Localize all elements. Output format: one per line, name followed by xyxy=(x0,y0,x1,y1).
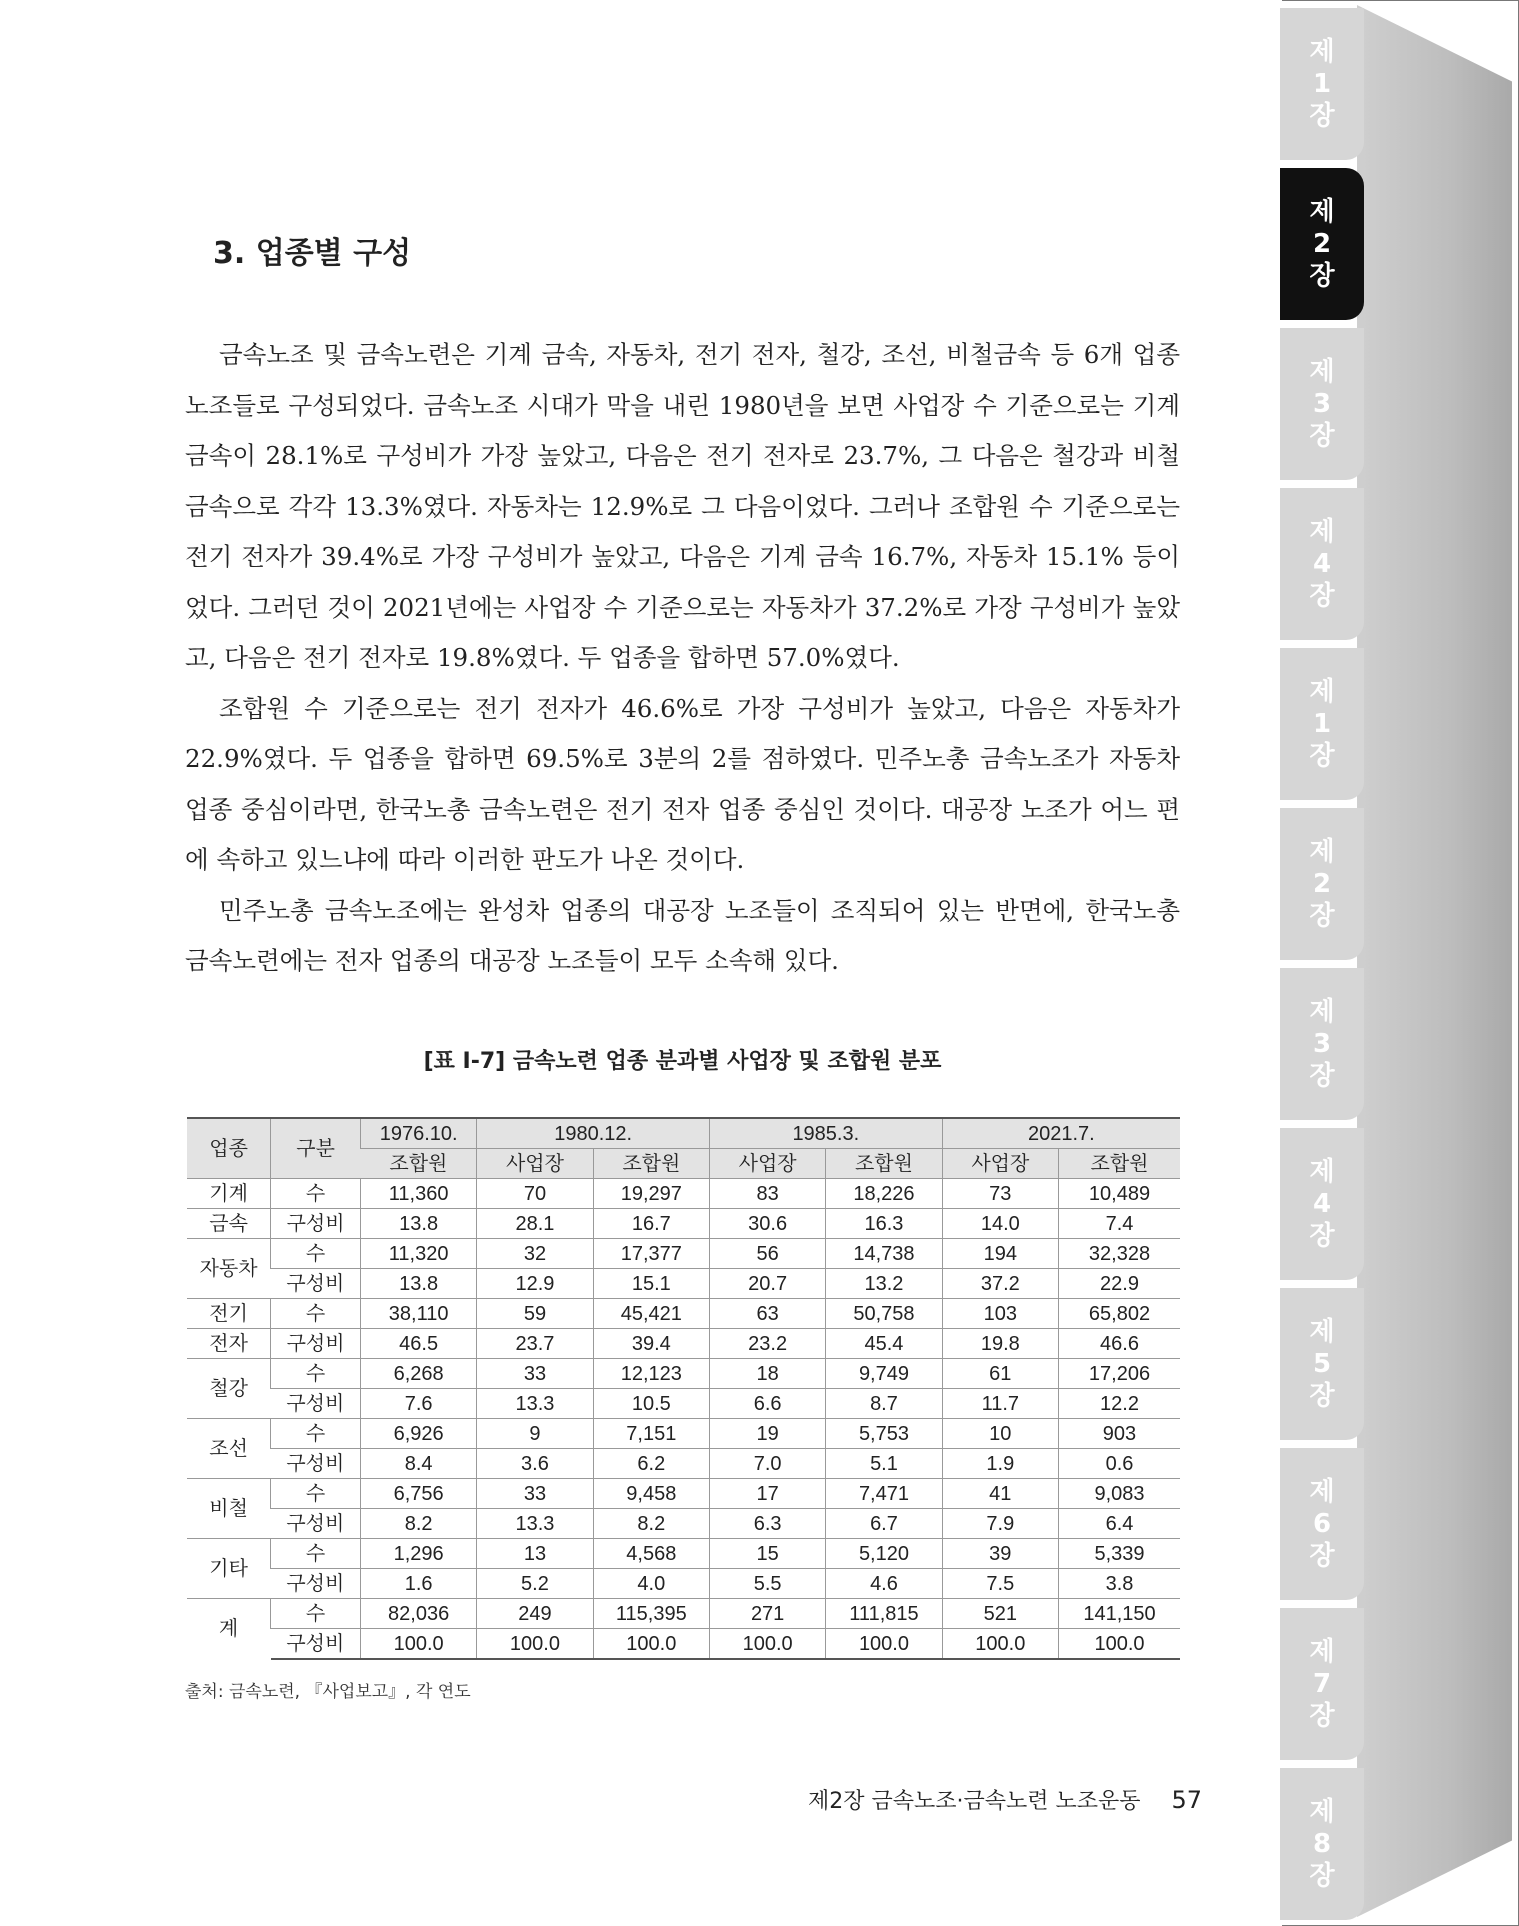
table-row xyxy=(187,1509,1180,1539)
paragraph-1: 금속노조 및 금속노련은 기계 금속, 자동차, 전기 전자, 철강, 조선, 비철금속 등 6개 업종 노조들로 구성되었다. 금속노조 시대가 막을 내린 1980년을 보면 사업장 수 기준으로는 기계 금속이 28.1%로 구성비가 가장 높았고, 다음은 전기 전자로 23.7%, 그 다음은 철강과 비철금속으로 각각 13.3%였다. 자동차는 12.9%로 그 다음이었다. 그러나 조합원 수 기준으로는 전기 전자가 39.4%로 가장 구성비가 높았고, 다음은 기계 금속 16.7%, 자동차 15.1% 등이었다. 그러던 것이 2021년에는 사업장 수 기준으로는 자동차가 37.2%로 가장 구성비가 높았고, 다음은 전기 전자로 19.8%였다. 두 업종을 합하면 57.0%였다. xyxy=(185,340,1180,672)
type-cell: 수 xyxy=(271,1359,361,1389)
industry-cell: 전기 xyxy=(187,1299,271,1329)
value-cell: 16.3 xyxy=(826,1209,942,1239)
running-title: 제2장 금속노조·금속노련 노조운동 xyxy=(808,1789,1141,1814)
chapter-tabs xyxy=(1280,0,1380,1926)
industry-cell: 기계 xyxy=(187,1179,271,1209)
value-cell: 8.7 xyxy=(826,1389,942,1419)
value-cell: 18,226 xyxy=(826,1179,942,1209)
header-members: 조합원 xyxy=(360,1149,476,1179)
value-cell: 8.2 xyxy=(593,1509,709,1539)
industry-cell: 조선 xyxy=(187,1419,271,1479)
table-row xyxy=(187,1209,1180,1239)
value-cell: 14.0 xyxy=(942,1209,1058,1239)
value-cell: 4.0 xyxy=(593,1569,709,1599)
type-cell: 수 xyxy=(271,1539,361,1569)
value-cell: 17,206 xyxy=(1058,1359,1180,1389)
value-cell: 56 xyxy=(709,1239,825,1269)
header-period: 1985.3. xyxy=(709,1118,942,1149)
paragraph-2: 조합원 수 기준으로는 전기 전자가 46.6%로 가장 구성비가 높았고, 다음은 자동차가 22.9%였다. 두 업종을 합하면 69.5%로 3분의 2를 점하였다. 민주노총 금속노조가 자동차 업종 중심이라면, 한국노총 금속노련은 전기 전자 업종 중심인 것이다. 대공장 노조가 어느 편에 속하고 있느냐에 따라 이러한 판도가 나온 것이다. xyxy=(185,693,1180,874)
value-cell: 5.2 xyxy=(477,1569,593,1599)
type-cell: 수 xyxy=(271,1419,361,1449)
value-cell: 37.2 xyxy=(942,1269,1058,1299)
header-members: 조합원 xyxy=(826,1149,942,1179)
value-cell: 7.4 xyxy=(1058,1209,1180,1239)
type-cell: 수 xyxy=(271,1299,361,1329)
value-cell: 141,150 xyxy=(1058,1599,1180,1629)
value-cell: 22.9 xyxy=(1058,1269,1180,1299)
value-cell: 12.2 xyxy=(1058,1389,1180,1419)
value-cell: 20.7 xyxy=(709,1269,825,1299)
value-cell: 11,320 xyxy=(360,1239,476,1269)
value-cell: 19.8 xyxy=(942,1329,1058,1359)
value-cell: 39 xyxy=(942,1539,1058,1569)
value-cell: 6,268 xyxy=(360,1359,476,1389)
table-row xyxy=(187,1179,1180,1209)
chapter-tab[interactable] xyxy=(1280,8,1364,160)
chapter-tab[interactable] xyxy=(1280,968,1364,1120)
value-cell: 903 xyxy=(1058,1419,1180,1449)
value-cell: 65,802 xyxy=(1058,1299,1180,1329)
industry-cell: 기타 xyxy=(187,1539,271,1599)
value-cell: 4,568 xyxy=(593,1539,709,1569)
industry-cell: 철강 xyxy=(187,1359,271,1419)
body-text xyxy=(185,330,1180,987)
value-cell: 41 xyxy=(942,1479,1058,1509)
header-workplaces: 사업장 xyxy=(477,1149,593,1179)
value-cell: 7,151 xyxy=(593,1419,709,1449)
value-cell: 0.6 xyxy=(1058,1449,1180,1479)
type-cell: 구성비 xyxy=(271,1629,361,1660)
value-cell: 9,458 xyxy=(593,1479,709,1509)
value-cell: 28.1 xyxy=(477,1209,593,1239)
chapter-tab-label: 제4장 xyxy=(1309,517,1335,611)
value-cell: 8.2 xyxy=(360,1509,476,1539)
value-cell: 23.2 xyxy=(709,1329,825,1359)
section-heading: 3. 업종별 구성 xyxy=(213,236,412,271)
industry-cell: 자동차 xyxy=(187,1239,271,1299)
value-cell: 46.6 xyxy=(1058,1329,1180,1359)
chapter-tab-label: 제6장 xyxy=(1309,1477,1335,1571)
header-workplaces: 사업장 xyxy=(709,1149,825,1179)
header-period: 1980.12. xyxy=(477,1118,710,1149)
value-cell: 13.3 xyxy=(477,1509,593,1539)
chapter-tab-label: 제2장 xyxy=(1309,197,1335,291)
paragraph-3: 민주노총 금속노조에는 완성차 업종의 대공장 노조들이 조직되어 있는 반면에, 한국노총 금속노련에는 전자 업종의 대공장 노조들이 모두 소속해 있다. xyxy=(185,895,1180,975)
table-row xyxy=(187,1539,1180,1569)
table-title: [표 Ⅰ-7] 금속노련 업종 분과별 사업장 및 조합원 분포 xyxy=(423,1049,942,1074)
value-cell: 249 xyxy=(477,1599,593,1629)
chapter-tab[interactable] xyxy=(1280,1128,1364,1280)
header-type: 구분 xyxy=(271,1118,361,1179)
table-row xyxy=(187,1419,1180,1449)
value-cell: 8.4 xyxy=(360,1449,476,1479)
industry-cell: 비철 xyxy=(187,1479,271,1539)
table-row xyxy=(187,1239,1180,1269)
value-cell: 15.1 xyxy=(593,1269,709,1299)
value-cell: 50,758 xyxy=(826,1299,942,1329)
chapter-tab-label: 제7장 xyxy=(1309,1637,1335,1731)
value-cell: 100.0 xyxy=(593,1629,709,1660)
value-cell: 9 xyxy=(477,1419,593,1449)
chapter-tab[interactable] xyxy=(1280,488,1364,640)
value-cell: 13.2 xyxy=(826,1269,942,1299)
chapter-tab[interactable] xyxy=(1280,1608,1364,1760)
value-cell: 11,360 xyxy=(360,1179,476,1209)
value-cell: 14,738 xyxy=(826,1239,942,1269)
chapter-tab-label: 제3장 xyxy=(1309,357,1335,451)
value-cell: 7.9 xyxy=(942,1509,1058,1539)
table-row xyxy=(187,1389,1180,1419)
value-cell: 13 xyxy=(477,1539,593,1569)
value-cell: 6,756 xyxy=(360,1479,476,1509)
value-cell: 4.6 xyxy=(826,1569,942,1599)
value-cell: 6.4 xyxy=(1058,1509,1180,1539)
table-row xyxy=(187,1329,1180,1359)
chapter-tab-label: 제1장 xyxy=(1309,677,1335,771)
value-cell: 39.4 xyxy=(593,1329,709,1359)
value-cell: 6.6 xyxy=(709,1389,825,1419)
value-cell: 17,377 xyxy=(593,1239,709,1269)
value-cell: 63 xyxy=(709,1299,825,1329)
header-members: 조합원 xyxy=(1058,1149,1180,1179)
type-cell: 수 xyxy=(271,1479,361,1509)
table-row xyxy=(187,1629,1180,1660)
value-cell: 18 xyxy=(709,1359,825,1389)
value-cell: 10,489 xyxy=(1058,1179,1180,1209)
value-cell: 45.4 xyxy=(826,1329,942,1359)
table-body xyxy=(187,1179,1180,1660)
header-workplaces: 사업장 xyxy=(942,1149,1058,1179)
value-cell: 100.0 xyxy=(360,1629,476,1660)
value-cell: 6.2 xyxy=(593,1449,709,1479)
industry-cell: 금속 xyxy=(187,1209,271,1239)
table-row xyxy=(187,1269,1180,1299)
value-cell: 19 xyxy=(709,1419,825,1449)
value-cell: 6.3 xyxy=(709,1509,825,1539)
chapter-tab[interactable] xyxy=(1280,648,1364,800)
value-cell: 100.0 xyxy=(826,1629,942,1660)
table-row xyxy=(187,1449,1180,1479)
chapter-tab[interactable] xyxy=(1280,1768,1364,1920)
page-footer xyxy=(808,1784,1202,1815)
value-cell: 12,123 xyxy=(593,1359,709,1389)
value-cell: 194 xyxy=(942,1239,1058,1269)
value-cell: 38,110 xyxy=(360,1299,476,1329)
type-cell: 구성비 xyxy=(271,1329,361,1359)
value-cell: 5.5 xyxy=(709,1569,825,1599)
chapter-tab[interactable] xyxy=(1280,328,1364,480)
value-cell: 7,471 xyxy=(826,1479,942,1509)
value-cell: 23.7 xyxy=(477,1329,593,1359)
value-cell: 100.0 xyxy=(942,1629,1058,1660)
value-cell: 46.5 xyxy=(360,1329,476,1359)
type-cell: 수 xyxy=(271,1179,361,1209)
value-cell: 3.6 xyxy=(477,1449,593,1479)
value-cell: 10 xyxy=(942,1419,1058,1449)
value-cell: 11.7 xyxy=(942,1389,1058,1419)
book-spine-edge xyxy=(1357,5,1512,1917)
value-cell: 7.5 xyxy=(942,1569,1058,1599)
chapter-tab[interactable] xyxy=(1280,168,1364,320)
chapter-tab[interactable] xyxy=(1280,808,1364,960)
table-row xyxy=(187,1359,1180,1389)
value-cell: 1.6 xyxy=(360,1569,476,1599)
value-cell: 10.5 xyxy=(593,1389,709,1419)
header-industry: 업종 xyxy=(187,1118,271,1179)
table-row xyxy=(187,1299,1180,1329)
industry-cell: 전자 xyxy=(187,1329,271,1359)
value-cell: 13.8 xyxy=(360,1269,476,1299)
chapter-tab-label: 제2장 xyxy=(1309,837,1335,931)
value-cell: 17 xyxy=(709,1479,825,1509)
value-cell: 100.0 xyxy=(709,1629,825,1660)
value-cell: 30.6 xyxy=(709,1209,825,1239)
value-cell: 19,297 xyxy=(593,1179,709,1209)
value-cell: 111,815 xyxy=(826,1599,942,1629)
value-cell: 3.8 xyxy=(1058,1569,1180,1599)
header-period: 2021.7. xyxy=(942,1118,1180,1149)
type-cell: 구성비 xyxy=(271,1209,361,1239)
chapter-tab-label: 제4장 xyxy=(1309,1157,1335,1251)
value-cell: 32,328 xyxy=(1058,1239,1180,1269)
type-cell: 구성비 xyxy=(271,1389,361,1419)
value-cell: 15 xyxy=(709,1539,825,1569)
type-cell: 구성비 xyxy=(271,1509,361,1539)
value-cell: 7.0 xyxy=(709,1449,825,1479)
value-cell: 73 xyxy=(942,1179,1058,1209)
value-cell: 45,421 xyxy=(593,1299,709,1329)
table-row xyxy=(187,1599,1180,1629)
type-cell: 구성비 xyxy=(271,1569,361,1599)
industry-cell: 계 xyxy=(187,1599,271,1660)
value-cell: 5,753 xyxy=(826,1419,942,1449)
value-cell: 9,749 xyxy=(826,1359,942,1389)
value-cell: 61 xyxy=(942,1359,1058,1389)
header-members: 조합원 xyxy=(593,1149,709,1179)
header-period: 1976.10. xyxy=(360,1118,476,1149)
distribution-table xyxy=(187,1117,1180,1660)
chapter-tab[interactable] xyxy=(1280,1288,1364,1440)
chapter-tab-label: 제3장 xyxy=(1309,997,1335,1091)
value-cell: 115,395 xyxy=(593,1599,709,1629)
table-source: 출처: 금속노련, 『사업보고』, 각 연도 xyxy=(185,1682,471,1702)
chapter-tab-label: 제8장 xyxy=(1309,1797,1335,1891)
value-cell: 83 xyxy=(709,1179,825,1209)
value-cell: 100.0 xyxy=(1058,1629,1180,1660)
value-cell: 13.8 xyxy=(360,1209,476,1239)
value-cell: 7.6 xyxy=(360,1389,476,1419)
value-cell: 103 xyxy=(942,1299,1058,1329)
value-cell: 13.3 xyxy=(477,1389,593,1419)
value-cell: 6.7 xyxy=(826,1509,942,1539)
chapter-tab-label: 제1장 xyxy=(1309,37,1335,131)
value-cell: 1,296 xyxy=(360,1539,476,1569)
table-row xyxy=(187,1569,1180,1599)
value-cell: 9,083 xyxy=(1058,1479,1180,1509)
value-cell: 59 xyxy=(477,1299,593,1329)
type-cell: 수 xyxy=(271,1599,361,1629)
value-cell: 1.9 xyxy=(942,1449,1058,1479)
value-cell: 271 xyxy=(709,1599,825,1629)
value-cell: 32 xyxy=(477,1239,593,1269)
value-cell: 12.9 xyxy=(477,1269,593,1299)
value-cell: 100.0 xyxy=(477,1629,593,1660)
value-cell: 33 xyxy=(477,1359,593,1389)
value-cell: 521 xyxy=(942,1599,1058,1629)
value-cell: 82,036 xyxy=(360,1599,476,1629)
chapter-tab[interactable] xyxy=(1280,1448,1364,1600)
value-cell: 5.1 xyxy=(826,1449,942,1479)
value-cell: 16.7 xyxy=(593,1209,709,1239)
value-cell: 5,339 xyxy=(1058,1539,1180,1569)
chapter-tab-label: 제5장 xyxy=(1309,1317,1335,1411)
value-cell: 33 xyxy=(477,1479,593,1509)
value-cell: 70 xyxy=(477,1179,593,1209)
page-number: 57 xyxy=(1171,1786,1203,1814)
table-row xyxy=(187,1479,1180,1509)
value-cell: 5,120 xyxy=(826,1539,942,1569)
type-cell: 수 xyxy=(271,1239,361,1269)
type-cell: 구성비 xyxy=(271,1449,361,1479)
value-cell: 6,926 xyxy=(360,1419,476,1449)
type-cell: 구성비 xyxy=(271,1269,361,1299)
